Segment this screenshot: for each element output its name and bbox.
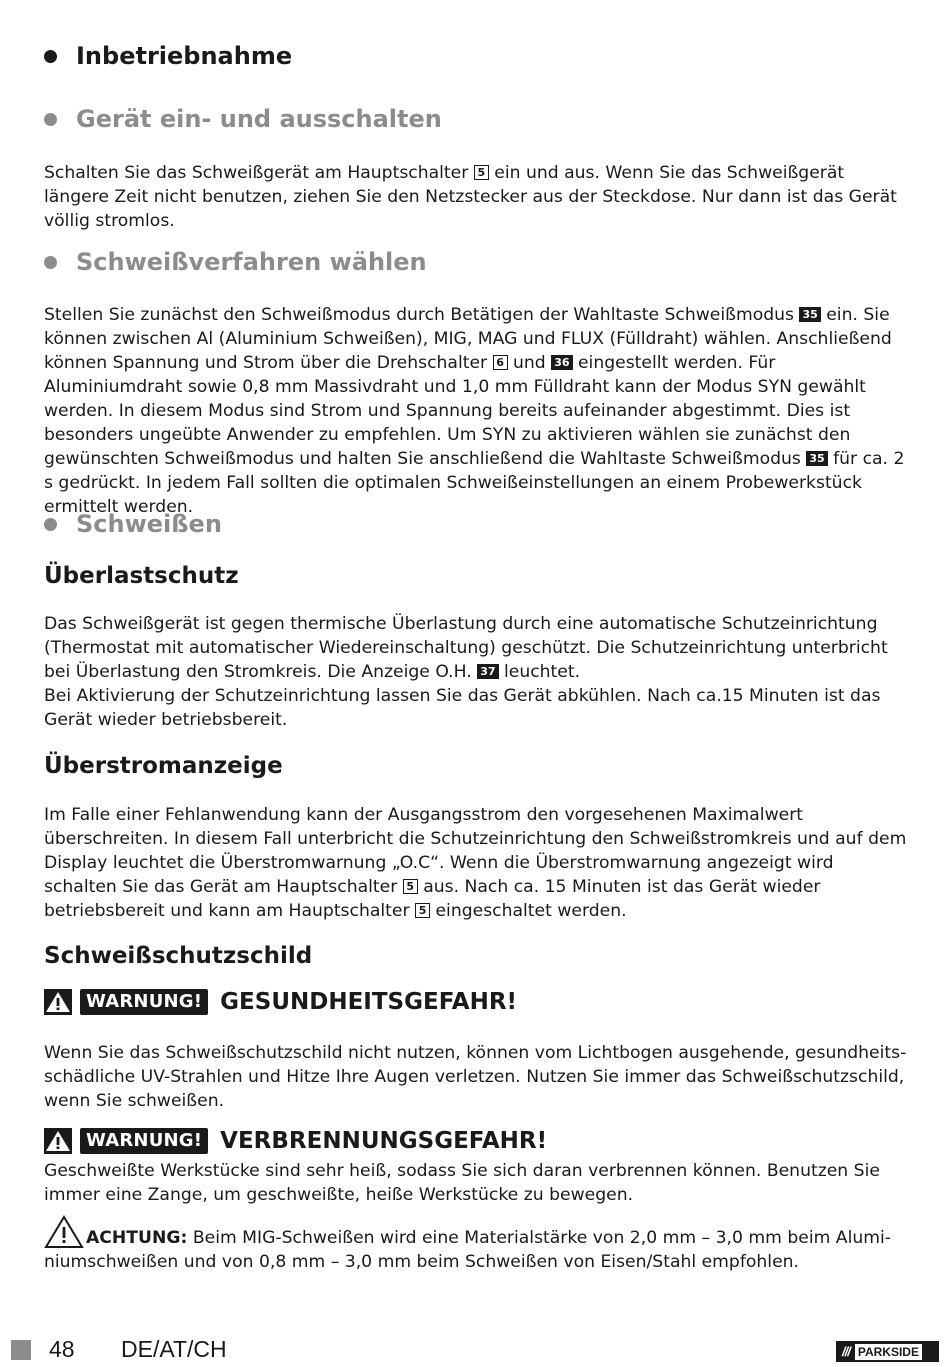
ref-drehschalter-36: 36	[551, 355, 572, 370]
warning-text-gesundheit: Wenn Sie das Schweißschutzschild nicht nutzen, können vom Lichtbogen ausgehende, gesundheitsschädliche UV-Strahlen und Hitze Ihre Augen verletzen. Nutzen Sie immer das Schweißschutzschild, wenn Sie schweißen.	[44, 1043, 907, 1111]
ref-wahltaste: 35	[806, 451, 827, 466]
warning-triangle-icon	[44, 989, 72, 1015]
heading-inbetriebnahme: Inbetriebnahme	[44, 42, 292, 70]
caution-triangle-icon	[44, 1215, 84, 1249]
warning-badge: WARNUNG!	[80, 989, 208, 1015]
warning-verbrennungsgefahr	[44, 1128, 547, 1154]
parkside-logo: /// PARKSIDE	[836, 1341, 939, 1362]
heading-verfahren: Schweißverfahren wählen	[44, 248, 427, 276]
footer-square-icon	[11, 1340, 31, 1360]
paragraph-verfahren: Stellen Sie zunächst den Schweißmodus durch Betätigen der Wahltaste Schweißmodus 35 ein. Sie können zwischen Al (Aluminium Schweißen), MIG, MAG und FLUX (Fülldraht) wählen. Anschließend können Spannung und Strom über die Drehschalter 6 und 36 eingestellt werden. Für Aluminiumdraht sowie 0,8 mm Massivdraht und 1,0 mm Fülldraht kann der Modus SYN gewählt werden. In diesem Modus sind Strom und Spannung bereits aufeinander abgestimmt. Dies ist besonders ungeübte Anwender zu empfehlen. Um SYN zu aktivieren wählen sie zunächst den gewünschten Schweißmodus und halten Sie anschließend die Wahltaste Schweißmodus 35 für ca. 2 s gedrückt. In jedem Fall sollten die optimalen Schweißeinstellungen an einem Probewerkstück ermittelt werden.	[44, 305, 905, 517]
ref-hauptschalter: 5	[415, 903, 430, 918]
ref-drehschalter-6: 6	[493, 355, 508, 370]
heading-ueberlastschutz: Überlastschutz	[44, 563, 239, 589]
ref-wahltaste: 35	[799, 307, 820, 322]
heading-ueberstromanzeige: Überstromanzeige	[44, 753, 283, 779]
paragraph-ein-aus: Schalten Sie das Schweißgerät am Hauptschalter 5 ein und aus. Wenn Sie das Schweißgerät längere Zeit nicht benutzen, ziehen Sie den Netzstecker aus der Steckdose. Nur dann ist das Gerät völlig stromlos.	[44, 163, 897, 231]
ref-anzeige-oh: 37	[477, 664, 498, 679]
paragraph-ueberlastschutz: Das Schweißgerät ist gegen thermische Überlastung durch eine automatische Schutzeinrichtung (Thermostat mit automatischer Wiedereinschaltung) geschützt. Die Schutzeinrichtung unterbricht bei Überlastung den Stromkreis. Die Anzeige O.H. 37 leuchtet. Bei Aktivierung der Schutzeinrichtung lassen Sie das Gerät abkühlen. Nach ca.15 Minuten ist das Gerät wieder betriebsbereit.	[44, 614, 888, 730]
heading-schweissschutzschild: Schweißschutzschild	[44, 943, 313, 969]
bullet-dot-icon	[44, 256, 57, 269]
page-footer	[0, 1330, 950, 1367]
bullet-dot-icon	[44, 518, 57, 531]
heading-ein-aus: Gerät ein- und ausschalten	[44, 105, 442, 133]
caution-note: ACHTUNG: Beim MIG-Schweißen wird eine Materialstärke von 2,0 mm – 3,0 mm beim Aluminiumschweißen und von 0,8 mm – 3,0 mm beim Schweißen von Eisen/Stahl empfohlen.	[44, 1215, 910, 1274]
heading-schweissen: Schweißen	[44, 510, 222, 538]
page-number: 48	[49, 1336, 75, 1362]
caution-label: ACHTUNG:	[86, 1228, 188, 1248]
warning-badge: WARNUNG!	[80, 1128, 208, 1154]
bullet-dot-icon	[44, 113, 57, 126]
warning-triangle-icon	[44, 1128, 72, 1154]
ref-hauptschalter: 5	[403, 879, 418, 894]
paragraph-ueberstromanzeige: Im Falle einer Fehlanwendung kann der Ausgangsstrom den vorgesehenen Maximalwert überschreiten. In diesem Fall unterbricht die Schutzeinrichtung den Schweißstromkreis und auf dem Display leuchtet die Überstromwarnung „O.C“. Wenn die Überstromwarnung angezeigt wird schalten Sie das Gerät am Hauptschalter 5 aus. Nach ca. 15 Minuten ist das Gerät wieder betriebsbereit und kann am Hauptschalter 5 eingeschaltet werden.	[44, 805, 907, 921]
language-code: DE/AT/CH	[121, 1336, 227, 1362]
warning-title: GESUNDHEITSGEFAHR!	[220, 989, 518, 1015]
warning-gesundheitsgefahr	[44, 989, 517, 1015]
bullet-dot-icon	[44, 50, 57, 63]
warning-text-verbrennung: Geschweißte Werkstücke sind sehr heiß, sodass Sie sich daran verbrennen können. Benutzen Sie immer eine Zange, um geschweißte, heiße Werkstücke zu bewegen.	[44, 1161, 880, 1205]
ref-hauptschalter: 5	[474, 165, 489, 180]
warning-title: VERBRENNUNGSGEFAHR!	[220, 1128, 548, 1154]
